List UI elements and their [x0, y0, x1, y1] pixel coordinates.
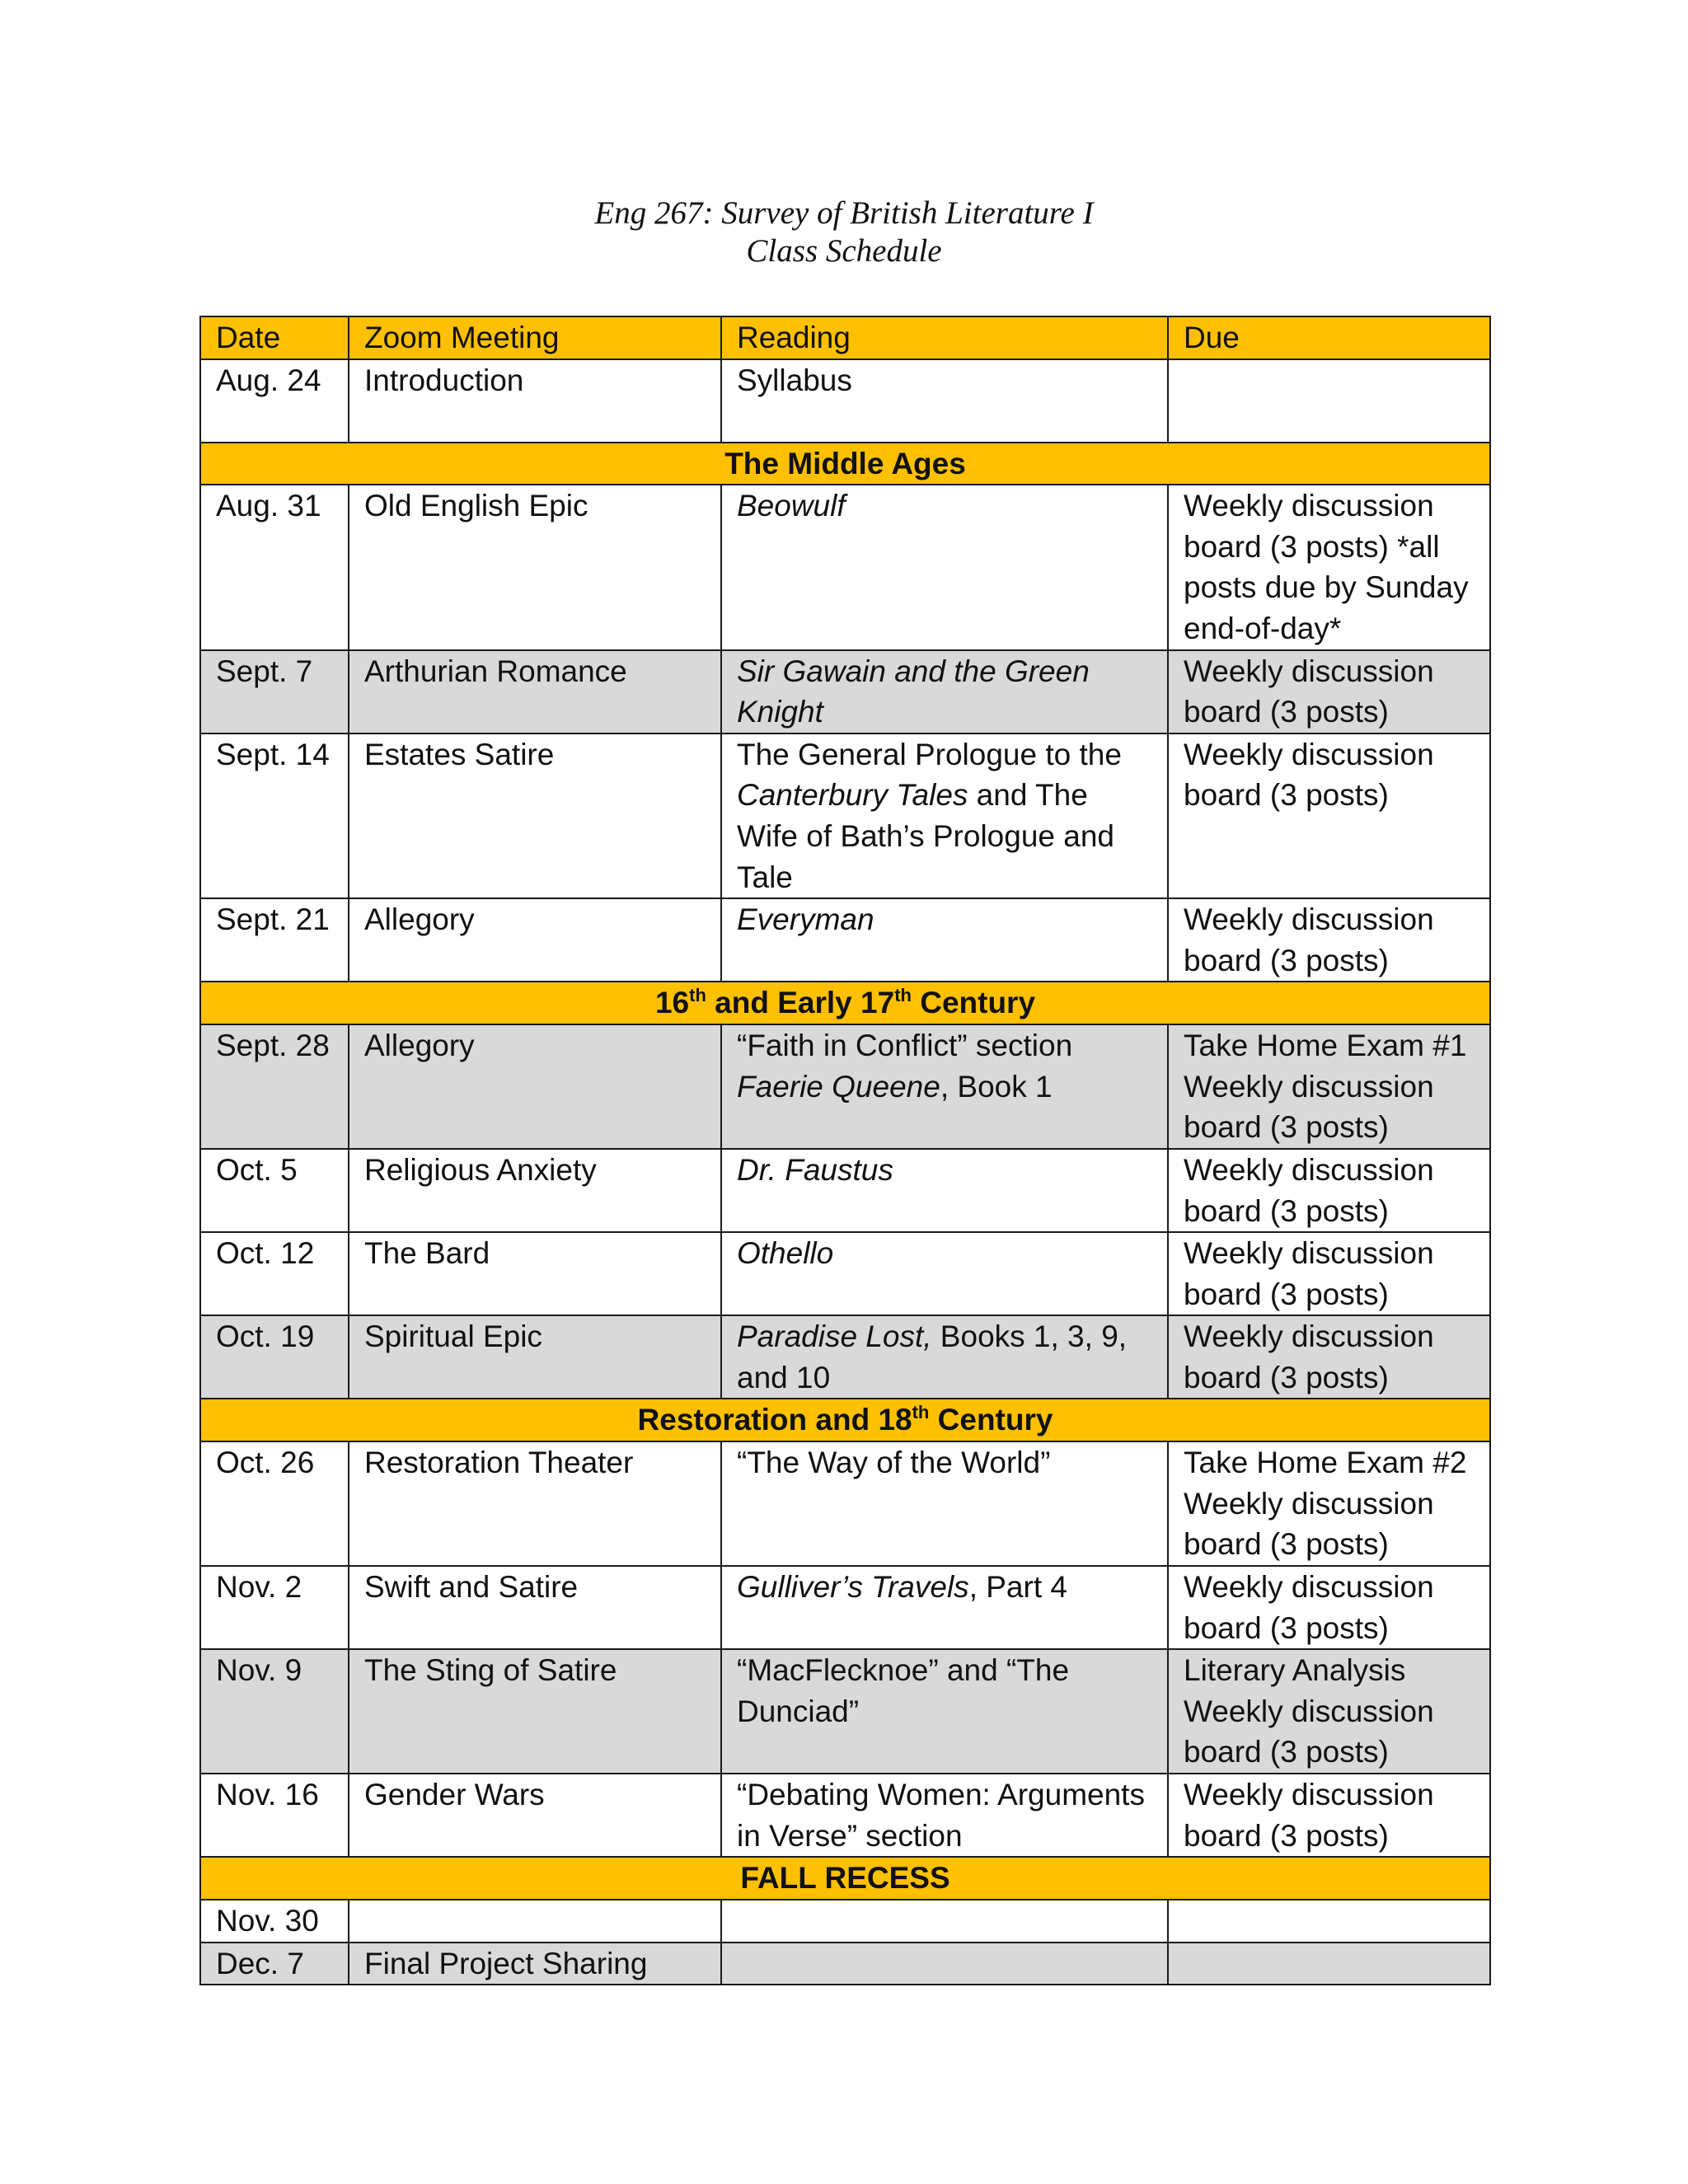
table-row: [200, 359, 1490, 443]
reading-cell: Syllabus: [721, 359, 1168, 443]
date-cell: Sept. 21: [200, 898, 349, 982]
zoom-cell: The Bard: [349, 1232, 721, 1315]
due-discussion: Weekly discussion board (3 posts): [1184, 1069, 1434, 1145]
section-row-16th-century: [200, 982, 1490, 1024]
table-row: [200, 1315, 1490, 1399]
table-row: [200, 1441, 1490, 1566]
table-row: [200, 1024, 1490, 1149]
table-row: [200, 1566, 1490, 1649]
due-cell: Weekly discussion board (3 posts): [1168, 733, 1490, 898]
due-cell: [1168, 1943, 1490, 1985]
due-cell: [1168, 1900, 1490, 1943]
due-exam: Take Home Exam #2: [1184, 1446, 1467, 1480]
section-text: Century: [911, 986, 1036, 1020]
zoom-cell: Swift and Satire: [349, 1566, 721, 1649]
reading-cell: [721, 1900, 1168, 1943]
schedule-subtitle: Class Schedule: [746, 233, 942, 269]
due-cell: Weekly discussion board (3 posts) *all posts due by Sunday end-of-day*: [1168, 485, 1490, 649]
zoom-cell: Old English Epic: [349, 485, 721, 649]
section-heading: [200, 1399, 1490, 1441]
date-cell: Nov. 16: [200, 1774, 349, 1857]
date-cell: Oct. 12: [200, 1232, 349, 1315]
reading-cell: Dr. Faustus: [721, 1149, 1168, 1232]
zoom-cell: Gender Wars: [349, 1774, 721, 1857]
reading-cell: Beowulf: [721, 485, 1168, 649]
due-cell: [1168, 359, 1490, 443]
reading-cell: [721, 1566, 1168, 1649]
table-row: [200, 1900, 1490, 1943]
section-row-fall-recess: [200, 1857, 1490, 1900]
reading-text: The General Prologue to the: [737, 737, 1122, 771]
section-heading: FALL RECESS: [200, 1857, 1490, 1900]
zoom-cell: Arthurian Romance: [349, 650, 721, 733]
date-cell: Aug. 31: [200, 485, 349, 649]
reading-title: Canterbury Tales: [737, 778, 968, 813]
table-header-row: [200, 316, 1490, 359]
section-text: 16: [654, 986, 690, 1020]
reading-cell: [721, 1315, 1168, 1399]
superscript: th: [894, 985, 912, 1006]
due-cell: [1168, 1649, 1490, 1774]
zoom-cell: Allegory: [349, 898, 721, 982]
date-cell: Sept. 7: [200, 650, 349, 733]
reading-cell: Othello: [721, 1232, 1168, 1315]
due-cell: Weekly discussion board (3 posts): [1168, 1774, 1490, 1857]
section-row-middle-ages: [200, 443, 1490, 485]
section-heading: [200, 982, 1490, 1024]
table-row: [200, 898, 1490, 982]
due-cell: [1168, 1441, 1490, 1566]
column-header-reading: Reading: [721, 316, 1168, 359]
reading-cell: [721, 1024, 1168, 1149]
zoom-cell: Allegory: [349, 1024, 721, 1149]
table-row: [200, 1232, 1490, 1315]
reading-title: Faerie Queene: [737, 1069, 940, 1104]
table-row: [200, 733, 1490, 898]
date-cell: Nov. 9: [200, 1649, 349, 1774]
date-cell: Dec. 7: [200, 1943, 349, 1985]
reading-text: and The Wife of Bath’s Prologue and Tale: [737, 778, 1114, 894]
section-text: Century: [929, 1403, 1053, 1437]
section-heading: The Middle Ages: [200, 443, 1490, 485]
superscript: th: [689, 985, 706, 1006]
date-cell: Nov. 2: [200, 1566, 349, 1649]
reading-cell: “MacFlecknoe” and “The Dunciad”: [721, 1649, 1168, 1774]
date-cell: Oct. 26: [200, 1441, 349, 1566]
reading-cell: [721, 1943, 1168, 1985]
zoom-cell: Final Project Sharing: [349, 1943, 721, 1985]
reading-text: Books 1, 3, 9, and 10: [737, 1319, 1128, 1394]
zoom-cell: Restoration Theater: [349, 1441, 721, 1566]
zoom-cell: Estates Satire: [349, 733, 721, 898]
reading-cell: [721, 733, 1168, 898]
date-cell: Nov. 30: [200, 1900, 349, 1943]
reading-text: , Book 1: [940, 1069, 1053, 1104]
column-header-zoom-meeting: Zoom Meeting: [349, 316, 721, 359]
zoom-cell: Introduction: [349, 359, 721, 443]
date-cell: Oct. 19: [200, 1315, 349, 1399]
section-text: and Early 17: [706, 986, 895, 1020]
table-row: [200, 1943, 1490, 1985]
reading-title: Paradise Lost,: [737, 1319, 932, 1354]
table-row: [200, 485, 1490, 649]
date-cell: Sept. 14: [200, 733, 349, 898]
table-row: [200, 1149, 1490, 1232]
column-header-due: Due: [1168, 316, 1490, 359]
document-title: [0, 194, 1688, 270]
due-cell: [1168, 1024, 1490, 1149]
table-row: [200, 1774, 1490, 1857]
date-cell: Oct. 5: [200, 1149, 349, 1232]
due-analysis: Literary Analysis: [1184, 1653, 1406, 1688]
reading-cell: Everyman: [721, 898, 1168, 982]
due-discussion: Weekly discussion board (3 posts): [1184, 1486, 1434, 1562]
table-row: [200, 650, 1490, 733]
reading-text: , Part 4: [968, 1570, 1067, 1605]
reading-title: Gulliver’s Travels: [737, 1570, 969, 1605]
date-cell: Sept. 28: [200, 1024, 349, 1149]
column-header-date: Date: [200, 316, 349, 359]
due-cell: Weekly discussion board (3 posts): [1168, 898, 1490, 982]
section-text: Restoration and 18: [637, 1403, 912, 1437]
reading-cell: Sir Gawain and the Green Knight: [721, 650, 1168, 733]
due-cell: Weekly discussion board (3 posts): [1168, 1315, 1490, 1399]
superscript: th: [912, 1402, 930, 1423]
due-cell: Weekly discussion board (3 posts): [1168, 650, 1490, 733]
due-exam: Take Home Exam #1: [1184, 1028, 1467, 1062]
due-discussion: Weekly discussion board (3 posts): [1184, 1694, 1434, 1769]
due-cell: Weekly discussion board (3 posts): [1168, 1566, 1490, 1649]
due-cell: Weekly discussion board (3 posts): [1168, 1232, 1490, 1315]
reading-cell: “The Way of the World”: [721, 1441, 1168, 1566]
zoom-cell: Spiritual Epic: [349, 1315, 721, 1399]
reading-cell: “Debating Women: Arguments in Verse” section: [721, 1774, 1168, 1857]
date-cell: Aug. 24: [200, 359, 349, 443]
zoom-cell: [349, 1900, 721, 1943]
table-row: [200, 1649, 1490, 1774]
section-row-restoration: [200, 1399, 1490, 1441]
due-cell: Weekly discussion board (3 posts): [1168, 1149, 1490, 1232]
class-schedule-table: [199, 316, 1491, 1985]
zoom-cell: Religious Anxiety: [349, 1149, 721, 1232]
zoom-cell: The Sting of Satire: [349, 1649, 721, 1774]
course-title: Eng 267: Survey of British Literature I: [594, 195, 1094, 231]
reading-text: “Faith in Conflict” section: [737, 1028, 1073, 1062]
